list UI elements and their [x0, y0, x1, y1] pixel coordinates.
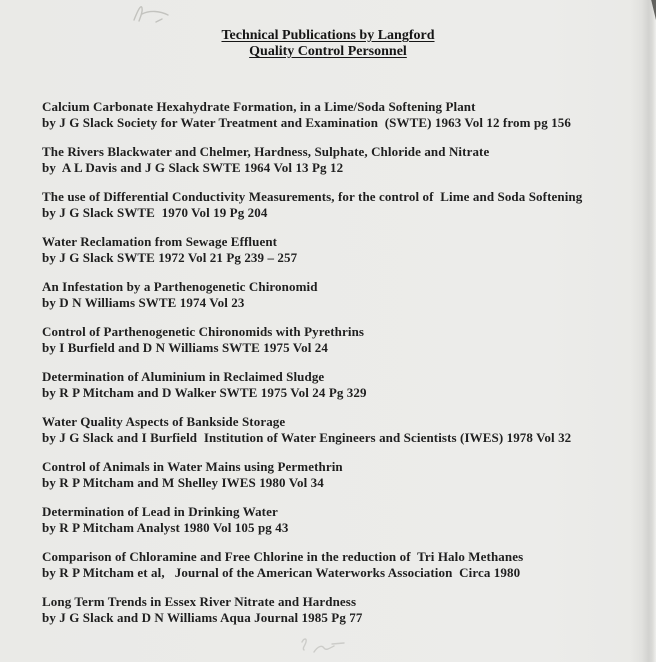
publication-title: Long Term Trends in Essex River Nitrate and Hardness — [42, 594, 357, 609]
publication-byline: by J G Slack SWTE 1972 Vol 21 Pg 239 – 257 — [42, 249, 298, 265]
publication-entry — [42, 414, 628, 445]
publication-entry — [42, 459, 628, 490]
publication-entry — [42, 279, 628, 310]
publication-byline: by R P Mitcham Analyst 1980 Vol 105 pg 43 — [42, 519, 289, 535]
publication-title: Determination of Lead in Drinking Water — [42, 504, 278, 519]
publication-entry — [42, 549, 628, 580]
publication-title: The Rivers Blackwater and Chelmer, Hardness, Sulphate, Chloride and Nitrate — [42, 144, 490, 159]
publication-title: Comparison of Chloramine and Free Chlorine in the reduction of Tri Halo Methanes — [42, 549, 524, 564]
heading-line-2: Quality Control Personnel — [249, 44, 407, 59]
publication-entry — [42, 504, 628, 535]
publication-entry — [42, 99, 628, 130]
publication-title: Determination of Aluminium in Reclaimed Sludge — [42, 369, 325, 384]
publication-list — [42, 99, 628, 639]
publication-title: An Infestation by a Parthenogenetic Chironomid — [42, 279, 318, 294]
publication-entry — [42, 594, 628, 625]
publication-entry — [42, 369, 628, 400]
publication-byline: by J G Slack and I Burfield Institution of Water Engineers and Scientists (IWES) 1978 Vol 32 — [42, 429, 572, 445]
publication-entry — [42, 234, 628, 265]
publication-title: Control of Parthenogenetic Chironomids with Pyrethrins — [42, 324, 365, 339]
publication-byline: by R P Mitcham and D Walker SWTE 1975 Vol 24 Pg 329 — [42, 384, 367, 400]
publication-byline: by J G Slack and D N Williams Aqua Journal 1985 Pg 77 — [42, 609, 363, 625]
publication-byline: by J G Slack SWTE 1970 Vol 19 Pg 204 — [42, 204, 268, 220]
publication-byline: by I Burfield and D N Williams SWTE 1975 Vol 24 — [42, 339, 328, 355]
publication-entry — [42, 324, 628, 355]
page-edge-shadow — [630, 0, 656, 662]
publication-title: Water Quality Aspects of Bankside Storage — [42, 414, 286, 429]
publication-byline: by R P Mitcham et al, Journal of the American Waterworks Association Circa 1980 — [42, 564, 521, 580]
publication-title: Calcium Carbonate Hexahydrate Formation, in a Lime/Soda Softening Plant — [42, 99, 476, 114]
scanner-corner-mark — [648, 0, 656, 20]
publication-entry — [42, 144, 628, 175]
publication-entry — [42, 189, 628, 220]
publication-title: Control of Animals in Water Mains using Permethrin — [42, 459, 343, 474]
publication-title: Water Reclamation from Sewage Effluent — [42, 234, 278, 249]
publication-byline: by A L Davis and J G Slack SWTE 1964 Vol 13 Pg 12 — [42, 159, 344, 175]
publication-byline: by J G Slack Society for Water Treatment and Examination (SWTE) 1963 Vol 12 from pg 156 — [42, 114, 571, 130]
heading-line-1: Technical Publications by Langford — [221, 28, 435, 43]
publication-title: The use of Differential Conductivity Measurements, for the control of Lime and Soda Softening — [42, 189, 583, 204]
publication-byline: by R P Mitcham and M Shelley IWES 1980 Vol 34 — [42, 474, 324, 490]
pencil-scribble-icon — [112, 2, 182, 28]
document-heading — [0, 28, 656, 60]
publication-byline: by D N Williams SWTE 1974 Vol 23 — [42, 294, 245, 310]
